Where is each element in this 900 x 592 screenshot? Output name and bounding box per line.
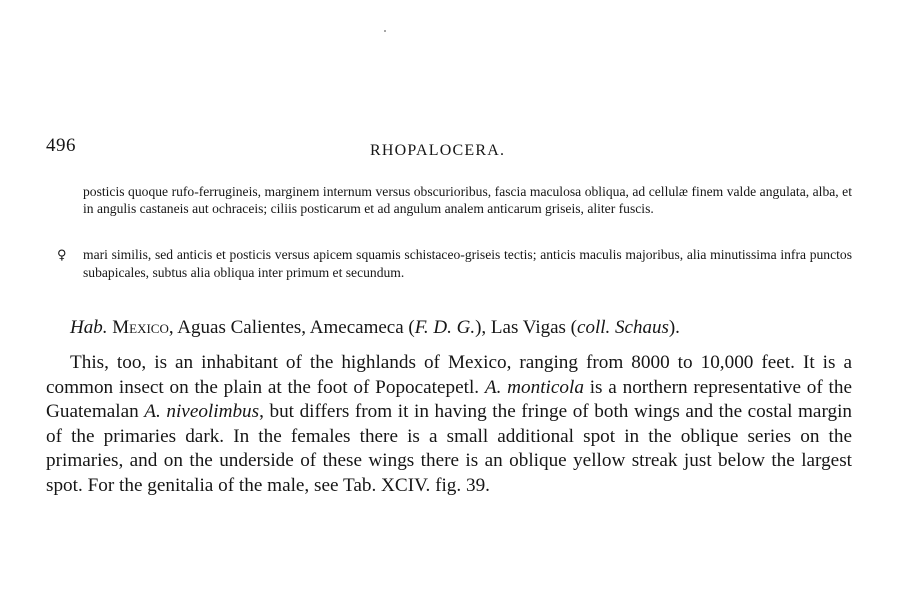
running-title: RHOPALOCERA. <box>370 142 506 159</box>
habitat-closing: ). <box>668 317 680 338</box>
habitat-collector-1: F. D. G. <box>414 317 476 338</box>
habitat-localities-1: , Aguas Calientes, Amecameca ( <box>168 317 415 338</box>
body-text-part-2: is a northern representative of the Guatemalan <box>46 376 852 423</box>
print-speck <box>384 30 386 32</box>
habitat-localities-2: ), Las Vigas ( <box>475 317 578 338</box>
latin-description-male <box>46 183 852 217</box>
habitat-line <box>70 316 680 340</box>
habitat-collector-2: coll. Schaus <box>577 317 669 338</box>
habitat-country: Mexico <box>112 317 169 338</box>
species-name-monticola: A. monticola <box>484 376 584 398</box>
latin-description-female <box>46 246 852 281</box>
latin-description-male-text: posticis quoque rufo-ferrugineis, marginem internum versus obscurioribus, fascia maculosa obliqua, ad cellulæ finem valde angulata, alba, et in angulis castaneis aut ochraceis; ciliis posticarum et ad angulum analem anticarum griseis, aliter fuscis. <box>83 184 852 217</box>
latin-description-female-text: mari similis, sed anticis et posticis versus apicem squamis schistaceo-griseis tectis; anticis maculis majoribus, alia minutissima infra punctos subapicales, subtus alia obliqua inter primum et secundum. <box>83 247 852 281</box>
body-text-part-3: , but differs from it in having the fringe of both wings and the costal margin of the primaries dark. In the females there is a small additional spot in the oblique series on the primaries, and on the underside of these wings there is an oblique yellow streak just below the largest spot. For the genitalia of the male, see Tab. XCIV. fig. 39. <box>46 401 852 496</box>
habitat-label: Hab. <box>70 317 108 338</box>
body-paragraph-text <box>46 351 852 499</box>
latin-description-female-paragraph <box>57 246 852 281</box>
body-text-part-1: This, too, is an inhabitant of the highlands of Mexico, ranging from 8000 to 10,000 feet. It is a common insect on the plain at the foot of Popocatepetl. <box>46 352 852 398</box>
body-paragraph <box>46 351 852 499</box>
page-number: 496 <box>46 135 76 156</box>
species-name-niveolimbus: A. niveolimbus <box>144 401 260 423</box>
female-symbol-icon: ♀ <box>57 248 67 263</box>
